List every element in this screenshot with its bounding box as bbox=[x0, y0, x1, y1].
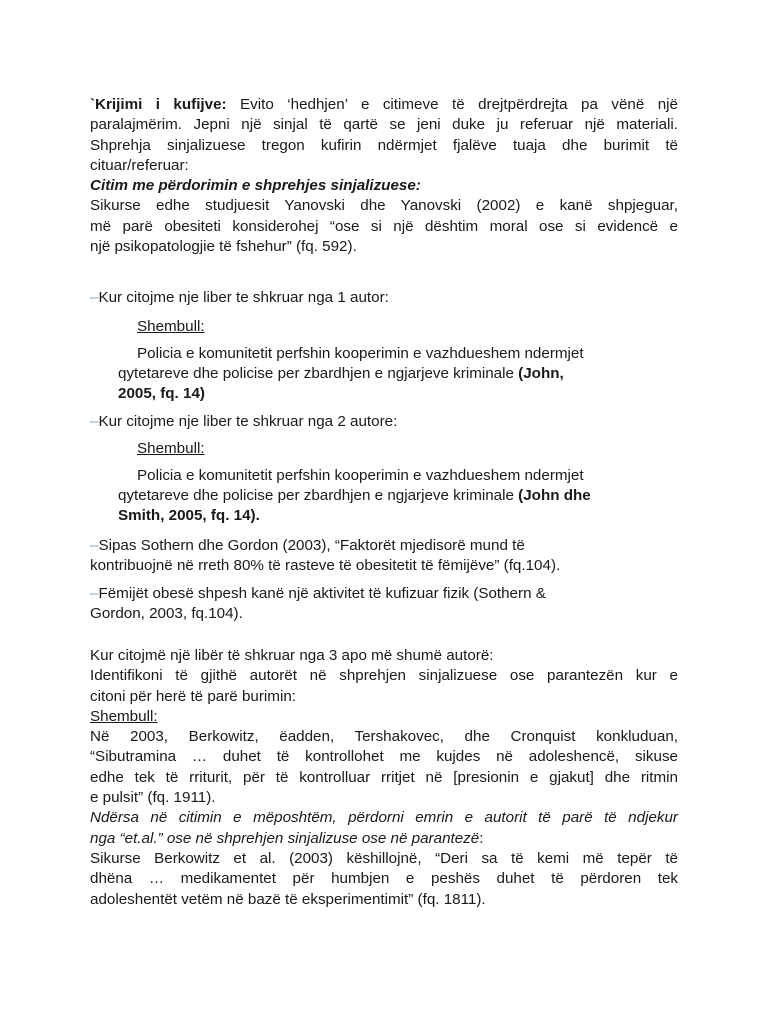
bullet-line: Gordon, 2003, fq.104). bbox=[90, 605, 243, 622]
example-label-text: Shembull: bbox=[137, 440, 205, 457]
citation: Smith, 2005, fq. 14). bbox=[118, 507, 260, 524]
bullet-dash: – bbox=[90, 413, 99, 430]
paragraph-line: e pulsit” (fq. 1911). bbox=[90, 789, 216, 807]
bullet-text: Sipas Sothern dhe Gordon (2003), “Faktorët mjedisorë mund të bbox=[98, 537, 525, 554]
bullet-line bbox=[90, 584, 690, 604]
paragraph-line: një psikopatologjie të fshehur” (fq. 592). bbox=[90, 238, 357, 256]
example-label bbox=[137, 439, 737, 459]
italic-note-text: nga “et.al.” ose në shprehjen sinjalizuse ose në parantezë bbox=[90, 829, 480, 847]
paragraph-line: citoni për herë të parë burimin: bbox=[90, 687, 296, 705]
paragraph-line: Në 2003, Berkowitz, ëadden, Tershakovec, dhe Cronquist konkluduan, bbox=[90, 728, 678, 746]
italic-note-line bbox=[90, 829, 678, 849]
bullet-line: kontribuojnë në rreth 80% të rasteve të obesitetit të fëmijëve” (fq.104). bbox=[90, 557, 561, 574]
paragraph-line: adoleshentët vetëm në bazë të eksperimentimit” (fq. 1811). bbox=[90, 890, 486, 908]
paragraph-line: Identifikoni të gjithë autorët në shprehjen sinjalizuese ose parantezën kur e bbox=[90, 667, 678, 685]
paragraph-line: Kur citojmë një libër të shkruar nga 3 apo më shumë autorë: bbox=[90, 647, 494, 664]
citation: (John, bbox=[518, 365, 564, 382]
paragraph-line: dhëna … medikamentet për humbjen e peshës duhet të përdoren tek bbox=[90, 870, 678, 888]
paragraph-text: Evito ‘hedhjen’ e citimeve të drejtpërdrejta pa vënë një bbox=[226, 96, 678, 113]
example-text: qytetareve dhe policise per zbardhjen e ngjarjeve kriminale bbox=[118, 365, 519, 382]
paragraph-line: edhe tek të rriturit, për të kontrolluar rritjet në [presionin e gjakut] dhe ritmin bbox=[90, 768, 678, 786]
example-label-text: Shembull: bbox=[137, 318, 205, 335]
paragraph-line: “Sibutramina … duhet të kontrollohet me kujdes në adoleshencë, sikuse bbox=[90, 748, 678, 766]
bullet-dash: – bbox=[90, 537, 99, 554]
citation: 2005, fq. 14) bbox=[118, 385, 205, 402]
section-heading: `Krijimi i kufijve: bbox=[90, 96, 227, 113]
example-text: qytetareve dhe policise per zbardhjen e ngjarjeve kriminale bbox=[118, 487, 519, 504]
bullet-dash: – bbox=[90, 289, 99, 306]
example-quote bbox=[118, 466, 678, 526]
example-line: Policia e komunitetit perfshin kooperimin e vazhdueshem ndermjet bbox=[137, 345, 584, 362]
bullet-text: Kur citojme nje liber te shkruar nga 2 autore: bbox=[98, 413, 398, 430]
bullet-text: Fëmijët obesë shpesh kanë një aktivitet të kufizuar fizik (Sothern & bbox=[98, 585, 546, 602]
paragraph-line: paralajmërim. Jepni një sinjal të qartë se jeni duke ju referuar një materiali. bbox=[90, 116, 678, 134]
bullet-item bbox=[90, 412, 690, 432]
example-line bbox=[118, 364, 678, 384]
paragraph-line: cituar/referuar: bbox=[90, 156, 189, 174]
bullet-item bbox=[90, 288, 690, 308]
paragraph-line: Sikurse edhe studjuesit Yanovski dhe Yanovski (2002) e kanë shpjeguar, bbox=[90, 197, 678, 215]
example-line: Policia e komunitetit perfshin kooperimin e vazhdueshem ndermjet bbox=[137, 467, 584, 484]
example-label bbox=[137, 317, 737, 337]
paragraph-line: më parë obesiteti konsiderohej “ose si një dështim moral ose si evidencë e bbox=[90, 217, 678, 235]
bullet-line bbox=[90, 536, 690, 556]
paragraph-line: Shprehja sinjalizuese tregon kufirin ndërmjet fjalëve tuaja dhe burimit të bbox=[90, 136, 678, 154]
example-quote bbox=[118, 344, 678, 404]
subheading: Citim me përdorimin e shprehjes sinjalizuese: bbox=[90, 177, 421, 195]
paragraph-line bbox=[90, 95, 678, 115]
section-boundaries bbox=[90, 95, 678, 257]
bullet-text: Kur citojme nje liber te shkruar nga 1 autor: bbox=[98, 289, 389, 306]
italic-note-line: Ndërsa në citimin e mëposhtëm, përdorni emrin e autorit të parë të ndjekur bbox=[90, 809, 678, 827]
citation: (John dhe bbox=[518, 487, 591, 504]
section-multiple-authors bbox=[90, 646, 678, 910]
bullet-item bbox=[90, 584, 690, 624]
example-label: Shembull: bbox=[90, 707, 158, 725]
example-line bbox=[118, 486, 678, 506]
paragraph-line: Sikurse Berkowitz et al. (2003) këshillojnë, “Deri sa të kemi më tepër të bbox=[90, 849, 678, 867]
bullet-item bbox=[90, 536, 690, 576]
colon: : bbox=[479, 829, 484, 847]
bullet-dash: – bbox=[90, 585, 99, 602]
